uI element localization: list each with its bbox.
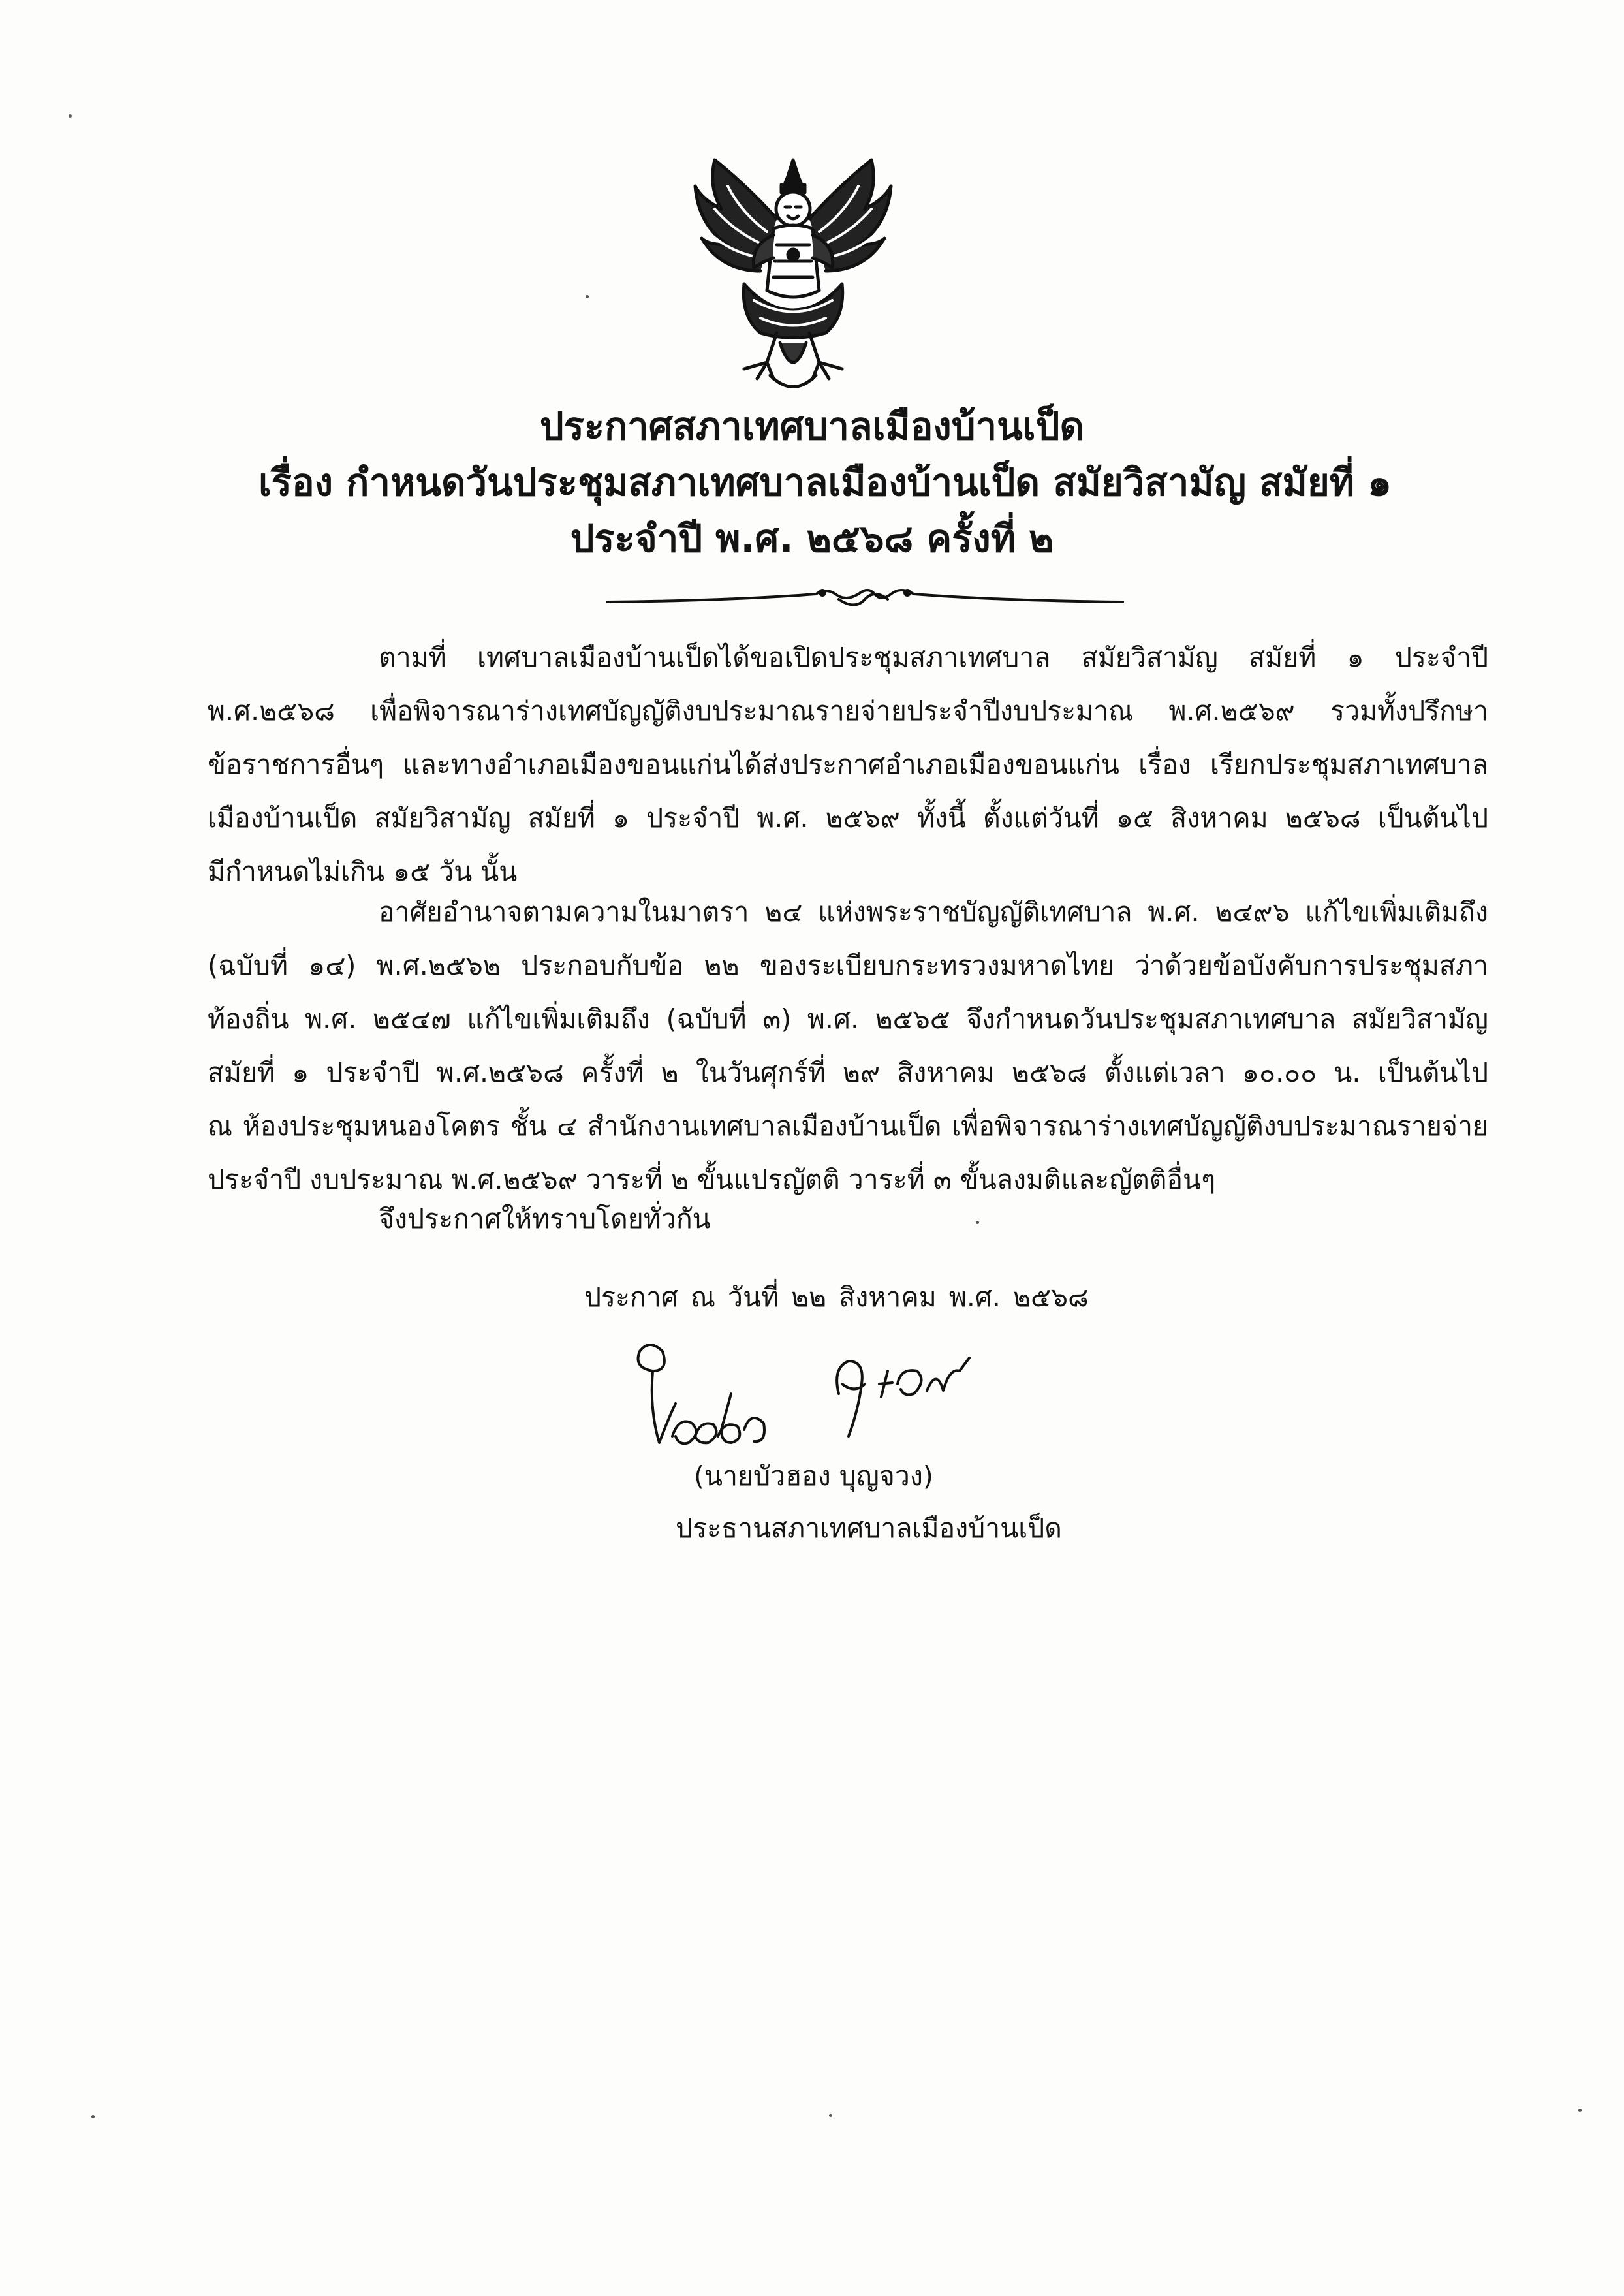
paragraph-2 [208,885,1488,1206]
signer-name: (นายบัวฮอง บุญจวง) [694,1460,933,1492]
paragraph-1-line: ข้อราชการอื่นๆ และทางอำเภอเมืองขอนแก่นได้ส่งประกาศอำเภอเมืองขอนแก่น เรื่อง เรียกประชุมสภาเทศบาล [208,749,1488,780]
ornament-divider-icon [601,574,1129,620]
paragraph-1-line: ตามที่ เทศบาลเมืองบ้านเป็ดได้ขอเปิดประชุมสภาเทศบาล สมัยวิสามัญ สมัยที่ ๑ ประจำปี [379,642,1488,673]
scan-speck [69,114,72,118]
title-line-2: เรื่อง กำหนดวันประชุมสภาเทศบาลเมืองบ้านเป็ด สมัยวิสามัญ สมัยที่ ๑ [258,460,1392,505]
paragraph-1-line: มีกำหนดไม่เกิน ๑๕ วัน นั้น [208,856,518,887]
paragraph-1-line: พ.ศ.๒๕๖๘ เพื่อพิจารณาร่างเทศบัญญัติงบประมาณรายจ่ายประจำปีงบประมาณ พ.ศ.๒๕๖๙ รวมทั้งปรึกษา [208,695,1488,727]
scan-speck [1578,2109,1582,2112]
title-line-3: ประจำปี พ.ศ. ๒๕๖๘ ครั้งที่ ๒ [570,516,1054,561]
paragraph-2-line: อาศัยอำนาจตามความในมาตรา ๒๔ แห่งพระราชบัญญัติเทศบาล พ.ศ. ๒๔๙๖ แก้ไขเพิ่มเติมถึง [379,896,1488,928]
scan-speck [91,2115,95,2118]
paragraph-2-line: ประจำปี งบประมาณ พ.ศ.๒๕๖๙ วาระที่ ๒ ขั้นแปรญัตติ วาระที่ ๓ ขั้นลงมติและญัตติอื่นๆ [208,1164,1216,1195]
paragraph-2-line: ท้องถิ่น พ.ศ. ๒๕๔๗ แก้ไขเพิ่มเติมถึง (ฉบับที่ ๓) พ.ศ. ๒๕๖๕ จึงกำหนดวันประชุมสภาเทศบาล สมัยวิสามัญ [208,1003,1488,1035]
scan-speck [976,1221,979,1224]
scan-speck [829,2114,832,2117]
paragraph-2-line: (ฉบับที่ ๑๔) พ.ศ.๒๕๖๒ ประกอบกับข้อ ๒๒ ของระเบียบกระทรวงมหาดไทย ว่าด้วยข้อบังคับการประชุมสภา [208,950,1488,981]
closing-statement: จึงประกาศให้ทราบโดยทั่วกัน [379,1203,711,1234]
signature-icon [623,1332,1080,1462]
paragraph-2-line: สมัยที่ ๑ ประจำปี พ.ศ.๒๕๖๘ ครั้งที่ ๒ ในวันศุกร์ที่ ๒๙ สิงหาคม ๒๕๖๘ ตั้งแต่เวลา ๑๐.๐๐ น. เป็นต้นไป [208,1057,1488,1088]
scan-speck [586,295,589,298]
announcement-date: ประกาศ ณ วันที่ ๒๒ สิงหาคม พ.ศ. ๒๕๖๘ [584,1282,1089,1313]
document-title [0,398,1624,567]
signer-position: ประธานสภาเทศบาลเมืองบ้านเป็ด [676,1513,1062,1544]
paragraph-1-line: เมืองบ้านเป็ด สมัยวิสามัญ สมัยที่ ๑ ประจำปี พ.ศ. ๒๕๖๙ ทั้งนี้ ตั้งแต่วันที่ ๑๕ สิงหาคม ๒๕๖๘ เป็นต้นไป [208,802,1488,834]
paragraph-1 [208,631,1488,898]
title-line-1: ประกาศสภาเทศบาลเมืองบ้านเป็ด [539,404,1085,448]
paragraph-2-line: ณ ห้องประชุมหนองโคตร ชั้น ๔ สำนักงานเทศบาลเมืองบ้านเป็ด เพื่อพิจารณาร่างเทศบัญญัติงบประมาณรายจ่าย [208,1110,1488,1142]
garuda-emblem-icon [689,147,898,401]
